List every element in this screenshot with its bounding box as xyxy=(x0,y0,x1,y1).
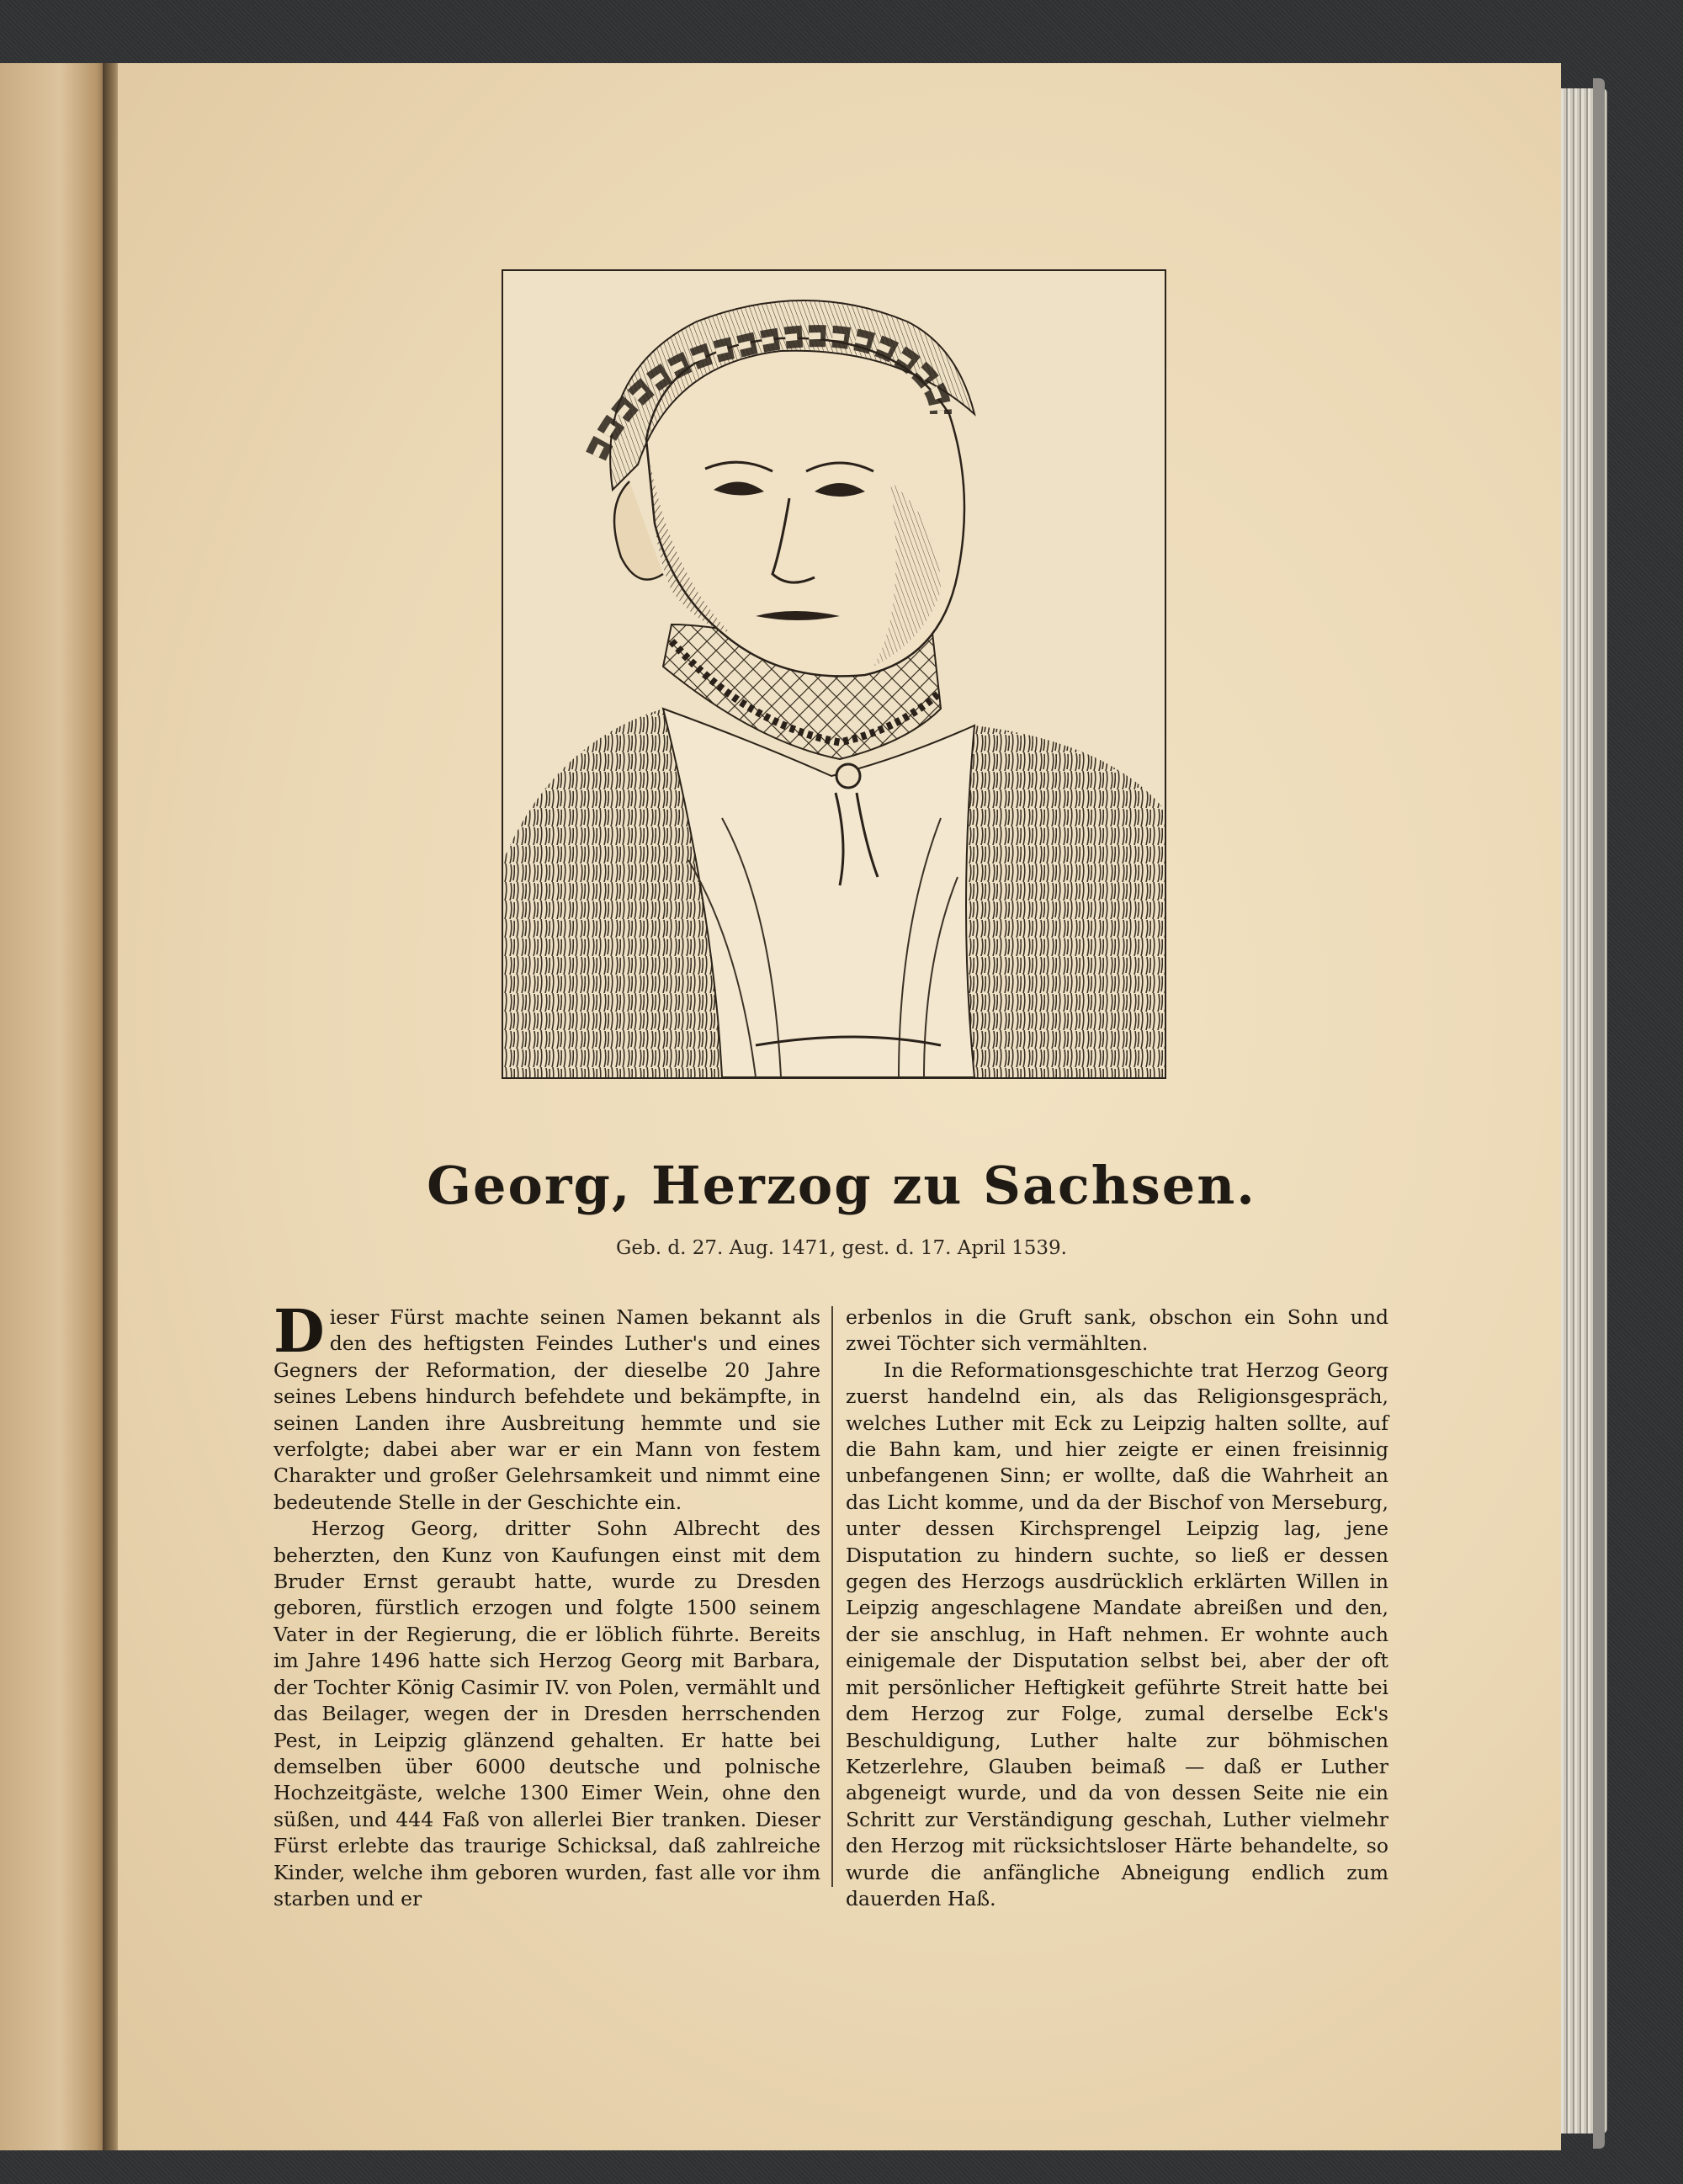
drop-cap: D xyxy=(273,1296,325,1366)
cover-edge xyxy=(1593,78,1605,2149)
text-column-left xyxy=(273,1296,820,1912)
left-page-edge xyxy=(0,63,109,2150)
paragraph: In die Reformationsgeschichte trat Herzog Georg zuerst handelnd ein, als das Religionsgespräch, welches Luther mit Eck zu Leipzig halten sollte, auf die Bahn kam, und hier zeigte er einen freisinnig unbefangenen Sinn; er wollte, daß die Wahrheit an das Licht komme, und da der Bischof von Merseburg, unter dessen Kirchsprengel Leipzig lag, jene Disputation zu hindern suchte, so ließ er dessen gegen des Herzogs ausdrücklich erklärten Willen in Leipzig angeschlagene Mandate abreißen und den, der sie anschlug, in Haft nehmen. Er wohnte auch einigemale der Disputation selbst bei, aber der oft mit persönlicher Heftigkeit geführte Streit hatte bei dem Herzog zur Folge, zumal derselbe Eck's Beschuldigung, Luther halte zur böhmischen Ketzerlehre, Glauben beimaß — daß er Luther abgeneigt wurde, und da von dessen Seite nie ein Schritt zur Verständigung geschah, Luther vielmehr den Herzog mit rücksichtsloser Härte behandelte, so wurde die anfängliche Abneigung endlich zum dauerden Haß. xyxy=(846,1358,1388,1910)
paragraph: Herzog Georg, dritter Sohn Albrecht des beherzten, den Kunz von Kaufungen einst mit dem Bruder Ernst geraubt hatte, wurde zu Dresden geboren, fürstlich erzogen und folgte 1500 seinem Vater in der Regierung, die er löblich führte. Bereits im Jahre 1496 hatte sich Herzog Georg mit Barbara, der Tochter König Casimir IV. von Polen, vermählt und das Beilager, wegen der in Dresden herrschenden Pest, in Leipzig glänzend gehalten. Er hatte bei demselben über 6000 deutsche und polnische Hochzeitgäste, welche 1300 Eimer Wein, ohne den süßen, und 444 Faß von allerlei Bier tranken. Dieser Fürst erlebte das traurige Schicksal, daß zahlreiche Kinder, welche ihm geboren wurden, fast alle vor ihm starben und er xyxy=(273,1517,820,1910)
paragraph-text: ieser Fürst machte seinen Namen bekannt als den des heftigsten Feindes Luther's und eines Gegners der Reformation, der dieselbe 20 Jahre seines Lebens hindurch befehdete und bekämpfte, in seinen Landen ihre Ausbreitung hemmte und sie verfolgte; dabei aber war er ein Mann von festem Charakter und großer Gelehrsamkeit und nimmt eine bedeutende Stelle in der Geschichte ein. xyxy=(273,1305,820,1514)
portrait-engraving xyxy=(502,269,1166,1079)
column-divider xyxy=(831,1306,833,1887)
paragraph: erbenlos in die Gruft sank, obschon ein Sohn und zwei Töchter sich vermählten. xyxy=(846,1305,1388,1356)
text-column-right xyxy=(846,1305,1388,1912)
paragraph xyxy=(273,1296,820,1516)
portrait-drawing xyxy=(503,271,1165,1077)
life-dates: Geb. d. 27. Aug. 1471, gest. d. 17. April 1539. xyxy=(616,1237,1067,1259)
page-title: Georg, Herzog zu Sachsen. xyxy=(427,1155,1256,1216)
